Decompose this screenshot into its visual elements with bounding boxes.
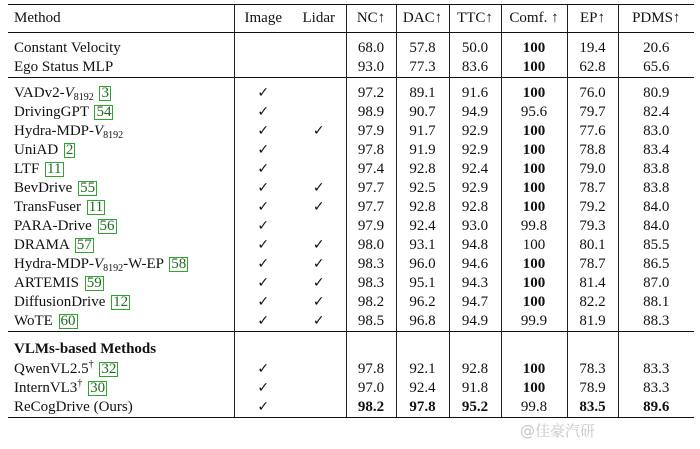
method-name: Ego Status MLP (14, 59, 114, 75)
dac-value: 92.5 (396, 179, 449, 198)
method-cell (8, 122, 234, 141)
comf-value: 100 (501, 58, 567, 78)
comf-value: 95.6 (501, 103, 567, 122)
method-cell (8, 103, 234, 122)
nc-value: 97.7 (346, 198, 396, 217)
method-cell (8, 179, 234, 198)
ep-value: 83.5 (567, 398, 618, 418)
dac-value: 90.7 (396, 103, 449, 122)
table-row (8, 255, 694, 274)
pdms-value: 82.4 (618, 103, 694, 122)
section-title: VLMs-based Methods (14, 340, 157, 357)
col-header-comf: Comf. ↑ (501, 5, 567, 33)
ep-value: 78.3 (567, 360, 618, 379)
citation-link[interactable]: 59 (86, 275, 102, 291)
image-check: ✓ (234, 360, 292, 379)
method-name: LTF (14, 161, 40, 177)
pdms-value: 86.5 (618, 255, 694, 274)
ep-value: 78.7 (567, 179, 618, 198)
nc-value: 97.9 (346, 217, 396, 236)
table-row (8, 103, 694, 122)
vocab-size: 8192 (103, 130, 124, 141)
nc-value: 97.0 (346, 379, 396, 398)
comf-value: 100 (501, 84, 567, 103)
table-row (8, 84, 694, 103)
method-name: ARTEMIS (14, 275, 79, 291)
dac-value: 92.8 (396, 198, 449, 217)
image-check: ✓ (234, 84, 292, 103)
ep-value: 19.4 (567, 39, 618, 58)
method-name: PARA-Drive (14, 218, 92, 234)
table-body (8, 33, 694, 418)
nc-value: 97.7 (346, 179, 396, 198)
pdms-value: 88.1 (618, 293, 694, 312)
ep-value: 79.7 (567, 103, 618, 122)
nc-value: 98.2 (346, 398, 396, 418)
nc-value: 97.2 (346, 84, 396, 103)
ttc-value: 92.9 (449, 122, 501, 141)
method-cell (8, 198, 234, 217)
col-header-method: Method (8, 5, 234, 33)
citation-link[interactable]: 2 (65, 142, 74, 158)
vocab-symbol: V (64, 85, 74, 101)
citation-link[interactable]: 58 (171, 256, 187, 272)
lidar-check: ✓ (312, 294, 325, 310)
ttc-value: 93.0 (449, 217, 501, 236)
ep-value: 79.0 (567, 160, 618, 179)
method-cell (8, 255, 234, 274)
dac-value: 92.8 (396, 160, 449, 179)
method-cell (8, 160, 234, 179)
comf-value: 100 (501, 122, 567, 141)
method-name: WoTE (14, 313, 53, 329)
comf-value: 100 (501, 198, 567, 217)
ttc-value: 94.9 (449, 103, 501, 122)
pdms-value: 83.4 (618, 141, 694, 160)
nc-value: 98.3 (346, 255, 396, 274)
method-name: TransFuser (14, 199, 81, 215)
method-cell (8, 274, 234, 293)
image-check: ✓ (234, 179, 292, 198)
image-check: ✓ (234, 198, 292, 217)
comf-value: 100 (501, 360, 567, 379)
section-row (8, 338, 694, 360)
dagger-mark: † (77, 378, 83, 389)
ttc-value: 94.6 (449, 255, 501, 274)
comf-value: 99.8 (501, 398, 567, 418)
lidar-check (292, 103, 346, 122)
ttc-value: 95.2 (449, 398, 501, 418)
image-check: ✓ (234, 160, 292, 179)
table-row (8, 274, 694, 293)
image-check: ✓ (234, 122, 292, 141)
method-name: Constant Velocity (14, 40, 121, 56)
pdms-value: 83.8 (618, 160, 694, 179)
pdms-value: 89.6 (618, 398, 694, 418)
citation-link[interactable]: 32 (101, 361, 117, 377)
col-header-image: Image (234, 5, 292, 33)
comf-value: 100 (501, 236, 567, 255)
lidar-check: ✓ (312, 123, 325, 139)
col-header-pdms: PDMS↑ (618, 5, 694, 33)
ep-value: 78.7 (567, 255, 618, 274)
table-row (8, 141, 694, 160)
image-check: ✓ (234, 236, 292, 255)
pdms-value: 84.0 (618, 217, 694, 236)
lidar-check (292, 84, 346, 103)
citation-link[interactable]: 57 (76, 237, 92, 253)
image-check: ✓ (234, 274, 292, 293)
method-cell (8, 360, 234, 379)
lidar-check (292, 58, 346, 78)
ep-value: 78.9 (567, 379, 618, 398)
ep-value: 81.9 (567, 312, 618, 332)
ep-value: 76.0 (567, 84, 618, 103)
table-row (8, 236, 694, 255)
method-name: InternVL3 (14, 380, 78, 396)
lidar-check: ✓ (312, 313, 325, 329)
method-name: DrivingGPT (14, 104, 89, 120)
citation-link[interactable]: 3 (101, 85, 109, 101)
ttc-value: 91.8 (449, 379, 501, 398)
table-row (8, 58, 694, 78)
comf-value: 100 (501, 179, 567, 198)
nc-value: 68.0 (346, 39, 396, 58)
ttc-value: 94.3 (449, 274, 501, 293)
method-name: BevDrive (14, 180, 73, 196)
col-header-lidar: Lidar (292, 5, 346, 33)
lidar-check: ✓ (312, 237, 325, 253)
col-header-ep: EP↑ (567, 5, 618, 33)
table-row (8, 160, 694, 179)
method-name: DiffusionDrive (14, 294, 106, 310)
method-cell (8, 398, 234, 418)
dac-value: 96.0 (396, 255, 449, 274)
nc-value: 97.8 (346, 360, 396, 379)
ttc-value: 92.9 (449, 141, 501, 160)
comf-value: 100 (501, 255, 567, 274)
table-row (8, 122, 694, 141)
dac-value: 92.4 (396, 217, 449, 236)
lidar-check (292, 360, 346, 379)
watermark-text: @佳豪汽研 (520, 422, 596, 440)
ttc-value: 50.0 (449, 39, 501, 58)
ttc-value: 94.8 (449, 236, 501, 255)
vocab-symbol: V (94, 123, 104, 139)
image-check: ✓ (234, 217, 292, 236)
nc-value: 97.9 (346, 122, 396, 141)
citation-link[interactable]: 11 (88, 199, 104, 215)
method-name: QwenVL2.5 (14, 361, 89, 377)
lidar-check: ✓ (312, 199, 325, 215)
ep-value: 79.2 (567, 198, 618, 217)
citation-link[interactable]: 55 (80, 180, 96, 196)
dac-value: 93.1 (396, 236, 449, 255)
image-check: ✓ (234, 379, 292, 398)
pdms-value: 83.0 (618, 122, 694, 141)
ttc-value: 94.9 (449, 312, 501, 332)
dac-value: 91.9 (396, 141, 449, 160)
nc-value: 98.5 (346, 312, 396, 332)
method-name: Hydra-MDP- (14, 123, 94, 139)
comf-value: 100 (501, 160, 567, 179)
col-header-ttc: TTC↑ (449, 5, 501, 33)
method-cell (8, 39, 234, 58)
lidar-check: ✓ (312, 256, 325, 272)
comf-value: 99.9 (501, 312, 567, 332)
lidar-check: ✓ (312, 275, 325, 291)
comf-value: 100 (501, 141, 567, 160)
table-row (8, 217, 694, 236)
pdms-value: 83.3 (618, 379, 694, 398)
table-row (8, 39, 694, 58)
nc-value: 98.9 (346, 103, 396, 122)
pdms-value: 83.3 (618, 360, 694, 379)
comf-value: 100 (501, 274, 567, 293)
image-check: ✓ (234, 255, 292, 274)
image-check (234, 39, 292, 58)
citation-link[interactable]: 30 (90, 380, 106, 396)
ttc-value: 91.6 (449, 84, 501, 103)
ttc-value: 83.6 (449, 58, 501, 78)
comf-value: 100 (501, 39, 567, 58)
nc-value: 98.3 (346, 274, 396, 293)
vocab-size: 8192 (73, 92, 94, 103)
image-check: ✓ (234, 293, 292, 312)
nc-value: 97.8 (346, 141, 396, 160)
pdms-value: 84.0 (618, 198, 694, 217)
lidar-check (292, 379, 346, 398)
pdms-value: 87.0 (618, 274, 694, 293)
method-cell (8, 293, 234, 312)
method-cell (8, 58, 234, 78)
method-name: VADv2- (14, 85, 65, 101)
dagger-mark: † (88, 359, 94, 370)
dac-value: 92.1 (396, 360, 449, 379)
header-row (8, 5, 694, 33)
table-row (8, 360, 694, 379)
dac-value: 97.8 (396, 398, 449, 418)
pdms-value: 65.6 (618, 58, 694, 78)
image-check: ✓ (234, 312, 292, 332)
image-check: ✓ (234, 141, 292, 160)
ttc-value: 92.8 (449, 360, 501, 379)
method-cell (8, 217, 234, 236)
image-check: ✓ (234, 103, 292, 122)
citation-link[interactable]: 60 (60, 313, 76, 329)
pdms-value: 20.6 (618, 39, 694, 58)
ttc-value: 92.4 (449, 160, 501, 179)
dac-value: 57.8 (396, 39, 449, 58)
ep-value: 77.6 (567, 122, 618, 141)
method-cell (8, 84, 234, 103)
dac-value: 92.4 (396, 379, 449, 398)
image-check (234, 58, 292, 78)
method-cell (8, 141, 234, 160)
pdms-value: 85.5 (618, 236, 694, 255)
method-name: UniAD (14, 142, 59, 158)
image-check: ✓ (234, 398, 292, 418)
lidar-check (292, 217, 346, 236)
ep-value: 62.8 (567, 58, 618, 78)
table-row (8, 179, 694, 198)
nc-value: 98.2 (346, 293, 396, 312)
lidar-check (292, 398, 346, 418)
lidar-check (292, 39, 346, 58)
nc-value: 97.4 (346, 160, 396, 179)
ep-value: 79.3 (567, 217, 618, 236)
method-name: DRAMA (14, 237, 70, 253)
dac-value: 91.7 (396, 122, 449, 141)
dac-value: 96.2 (396, 293, 449, 312)
ttc-value: 92.8 (449, 198, 501, 217)
method-cell (8, 312, 234, 332)
nc-value: 93.0 (346, 58, 396, 78)
citation-link[interactable]: 11 (47, 161, 62, 177)
pdms-value: 88.3 (618, 312, 694, 332)
dac-value: 77.3 (396, 58, 449, 78)
method-name: ReCogDrive (Ours) (14, 399, 133, 415)
lidar-check (292, 160, 346, 179)
table-row (8, 293, 694, 312)
col-header-dac: DAC↑ (396, 5, 449, 33)
comf-value: 99.8 (501, 217, 567, 236)
ttc-value: 92.9 (449, 179, 501, 198)
citation-link[interactable]: 56 (99, 218, 115, 234)
ep-value: 82.2 (567, 293, 618, 312)
table-row (8, 312, 694, 332)
lidar-check: ✓ (312, 180, 325, 196)
citation-link[interactable]: 12 (113, 294, 129, 310)
table-row (8, 198, 694, 217)
ttc-value: 94.7 (449, 293, 501, 312)
method-cell (8, 379, 234, 398)
results-table (8, 4, 694, 418)
comf-value: 100 (501, 293, 567, 312)
method-suffix: -W-EP (123, 256, 164, 272)
dac-value: 89.1 (396, 84, 449, 103)
comf-value: 100 (501, 379, 567, 398)
col-header-nc: NC↑ (346, 5, 396, 33)
vocab-symbol: V (94, 256, 104, 272)
nc-value: 98.0 (346, 236, 396, 255)
table-row (8, 379, 694, 398)
method-cell (8, 236, 234, 255)
ep-value: 80.1 (567, 236, 618, 255)
table-row (8, 398, 694, 418)
ep-value: 78.8 (567, 141, 618, 160)
citation-link[interactable]: 54 (96, 104, 112, 120)
pdms-value: 83.8 (618, 179, 694, 198)
lidar-check (292, 141, 346, 160)
pdms-value: 80.9 (618, 84, 694, 103)
dac-value: 95.1 (396, 274, 449, 293)
ep-value: 81.4 (567, 274, 618, 293)
method-name: Hydra-MDP- (14, 256, 94, 272)
vocab-size: 8192 (103, 263, 124, 274)
dac-value: 96.8 (396, 312, 449, 332)
